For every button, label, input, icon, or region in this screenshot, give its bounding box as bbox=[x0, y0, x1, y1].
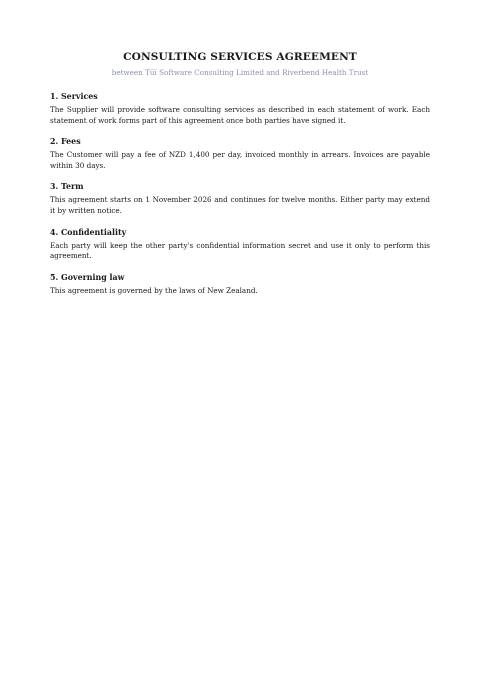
document-page bbox=[50, 50, 430, 296]
section-confidentiality bbox=[50, 228, 430, 262]
section-text: This agreement starts on 1 November 2026 and continues for twelve months. Either party may extend it by written notice. bbox=[50, 195, 430, 215]
section-heading: 1. Services bbox=[50, 92, 98, 101]
section-heading: 5. Governing law bbox=[50, 272, 125, 282]
section-heading: 2. Fees bbox=[50, 137, 81, 147]
section-term bbox=[50, 182, 430, 216]
section-text: The Supplier will provide software consulting services as described in each statement of work. Each statement of work forms part of this agreement once both parties have signed it. bbox=[50, 105, 430, 125]
section-heading: 3. Term bbox=[50, 182, 84, 192]
section-text: This agreement is governed by the laws of New Zealand. bbox=[50, 285, 258, 295]
document-title: CONSULTING SERVICES AGREEMENT bbox=[123, 51, 357, 63]
section-text: The Customer will pay a fee of NZD 1,400 per day, invoiced monthly in arrears. Invoices are payable within 30 days. bbox=[50, 150, 430, 170]
section-heading: 4. Confidentiality bbox=[50, 227, 127, 237]
section-governing-law bbox=[50, 273, 430, 297]
section-services bbox=[50, 92, 430, 126]
section-text: Each party will keep the other party's confidential information secret and use it only to perform this agreement. bbox=[50, 240, 430, 261]
section-fees bbox=[50, 137, 430, 171]
document-subtitle: between Tūī Software Consulting Limited and Riverbend Health Trust bbox=[111, 68, 369, 77]
